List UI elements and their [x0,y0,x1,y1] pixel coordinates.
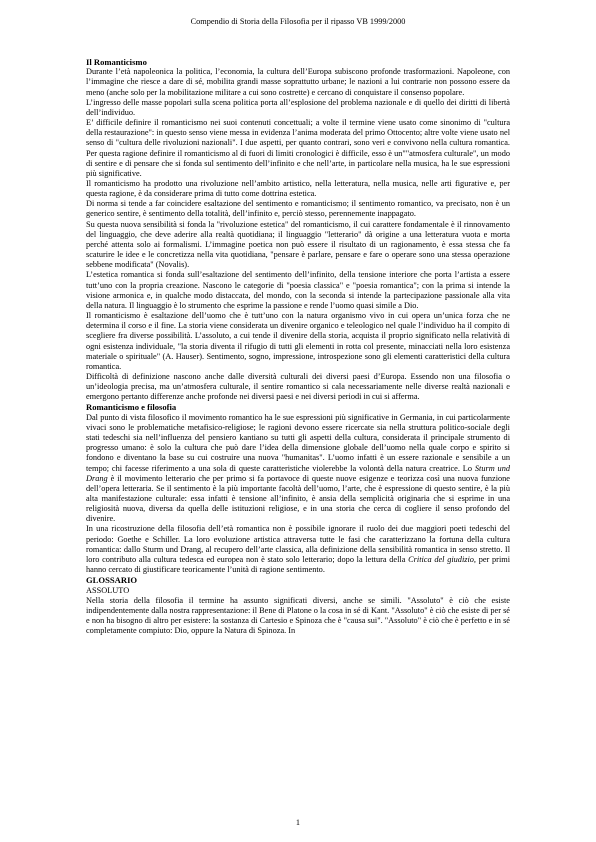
paragraph: Il romanticismo è esaltazione dell’uomo che è tutt’uno con la natura organismo vivo in cui opera un’unica forza che ne determina il corso e il fine. La storia viene considerata un divenire organico e teleologico nel quale l’individuo ha il compito di scegliere fra diverse possibilità. L’assoluto, a cui tende il divenire della storia, acquista il proprio significato nella relatività di ogni esistenza individuale, "la storia diventa il rifugio di tutti gli elementi in rotta col presente, minacciati nella loro esistenza materiale o spirituale" (A. Hauser). Sentimento, sogno, impressione, introspezione sono gli elementi caratteristici della cultura romantica. [86,311,510,371]
section-heading-glossario: GLOSSARIO [86,575,138,586]
running-header: Compendio di Storia della Filosofia per il ripasso VB 1999/2000 [190,17,406,26]
text-run: è il movimento letterario che per primo si fa portavoce di queste nuove esigenze e teorizza così una nuova funzione dell’opera letteraria. Se il sentimento è la più importante facoltà dell’uomo, l’arte, che è espressione di questo sentire, è la più alta manifestazione culturale: essa infatti è tensione all’infinito, è ansia della semplicità originaria che si esprime in una religiosità nuova, diversa da quella delle istituzioni religiose, e in una storia che cerca di cogliere il senso profondo del divenire. [86,473,510,524]
paragraph: L’estetica romantica si fonda sull’esaltazione del sentimento dell’infinito, della tensione interiore che porta l’artista a essere tutt’uno con la propria creazione. Nascono le categorie di "poesia classica" e "poesia romantica"; con la prima si intende la visione armonica e, in qualche modo distaccata, del mondo, con la seconda si intende la partecipazione passionale alla vita della natura. Il linguaggio è lo strumento che esprime la passione e rende l’uomo quasi simile a Dio. [86,270,510,310]
section-heading-romanticismo: Il Romanticismo [86,57,147,67]
paragraph: L’ingresso delle masse popolari sulla scena politica porta all’esplosione del problema nazionale e di quello dei diritti di libertà dell’individuo. [86,97,510,117]
paragraph [86,413,510,525]
paragraph: Il romanticismo ha prodotto una rivoluzione nell’ambito artistico, nella letteratura, nella musica, nelle arti figurative e, per questa ragione, è da considerare prima di tutto come dottrina estetica. [86,179,510,199]
page-content [86,57,510,636]
glossary-term: ASSOLUTO [86,585,130,595]
paragraph: Durante l’età napoleonica la politica, l’economia, la cultura dell’Europa subiscono profonde trasformazioni. Napoleone, con l’immagine che riesce a dare di sé, mobilita grandi masse soprattutto urbane; le nazioni a lui contrarie non possono essere da meno (anche solo per la mobilitazione militare a cui sono costrette) e cercano di conquistare il consenso popolare. [86,67,510,97]
paragraph: Difficoltà di definizione nascono anche dalle diversità culturali dei diversi paesi d’Europa. Essendo non una filosofia o un’ideologia precisa, ma un’atmosfera culturale, il sentire romantico si cala necessariamente nelle diverse realtà nazionali e emergono pertanto differenze anche profonde nei diversi paesi e nei diversi periodi in cui si afferma. [86,371,510,402]
text-run: In una ricostruzione della filosofia dell’età romantica non è possibile ignorare il ruolo dei due maggiori poeti tedeschi del periodo: Goethe e Schiller. La loro evoluzione artistica attraversa tutte le fasi che caratterizzano la fortuna della cultura romantica: dallo Sturm und Drang, al recupero dell’arte classica, alla definizione della sensibilità romantica in senso stretto. Il loro contributo alla cultura tedesca ed europea non è stato solo letterario; dopo la lettura della [86,524,510,564]
paragraph: E’ difficile definire il romanticismo nei suoi contenuti concettuali; a volte il termine viene usato come sinonimo di "cultura della restaurazione": in questo senso viene messa in evidenza l’anima moderata del primo Ottocento; altre volte viene usato nel senso di "cultura delle rivoluzioni nazionali". I due aspetti, per quanto contrari, sono veri e convivono nella cultura romantica. Per questa ragione definire il romanticismo al di fuori di limiti cronologici è difficile, esso è un""atmosfera culturale", un modo di sentire e di pensare che si fonda sul sentimento dell’infinito e che nell’arte, in particolare nella musica, ha le sue espressioni più significative. [86,118,510,178]
paragraph [86,524,510,575]
paragraph: Su questa nuova sensibilità si fonda la "rivoluzione estetica" del romanticismo, il cui carattere fondamentale è il rinnovamento del linguaggio, che deve aderire alla realtà quotidiana; il linguaggio "letterario" dà origine a una letteratura vuota e morta perché attenta solo ai formalismi. L’immagine poetica non può essere il risultato di un ragionamento, è essa stessa che fa scaturire le idee e le concretizza nella vita quotidiana, "pensare è parlare, pensare e fare o operare sono una stessa operazione sebbene modificata" (Novalis). [86,219,510,270]
italic-title: Critica del giudizio, [408,554,477,564]
section-heading-filosofia: Romanticismo e filosofia [86,402,177,413]
text-run: per primi hanno cercato di giustificare teoricamente l’unità di ragione sentimento. [86,554,511,575]
page-number: 1 [295,818,301,827]
paragraph: Nella storia della filosofia il termine ha assunto significati diversi, anche se simili. "Assoluto" è ciò che esiste indipendentemente dalla nostra rappresentazione: il Bene di Platone o la cosa in sé di Kant. "Assoluto" è ciò che esiste di per sé e non ha bisogno di altro per esistere: la sostanza di Cartesio e Spinoza che è "causa sui". "Assoluto" è ciò che è perfetto e in sé completamente compiuto: Dio, oppure la Natura di Spinoza. In [86,595,510,636]
text-run: Dal punto di vista filosofico il movimento romantico ha le sue espressioni più significative in Germania, in cui particolarmente vivaci sono le problematiche metafisico-religiose; le ragioni devono essere ricercate sia nella struttura politico-sociale degli stati tedeschi sia nell’influenza del pensiero kantiano su tutti gli aspetti della cultura, considerata il principale strumento di progresso umano: è solo la cultura che può dare l’idea della dimensione globale dell’uomo nella quale corpo e spirito si fondono e diventano la base su cui costruire una nuova "humanitas". L’uomo infatti è un essere razionale e sensibile a un tempo; chi facesse riferimento a una sola di queste caratteristiche violerebbe la volontà della natura creatrice. Lo [86,412,510,473]
paragraph: Di norma si tende a far coincidere esaltazione del sentimento e romanticismo; il sentimento romantico, va precisato, non è un generico sentire, è sentimento della totalità, dell’infinito e, perciò stesso, perennemente inappagato. [86,199,510,219]
italic-term: Sturm und Drang [86,463,511,483]
